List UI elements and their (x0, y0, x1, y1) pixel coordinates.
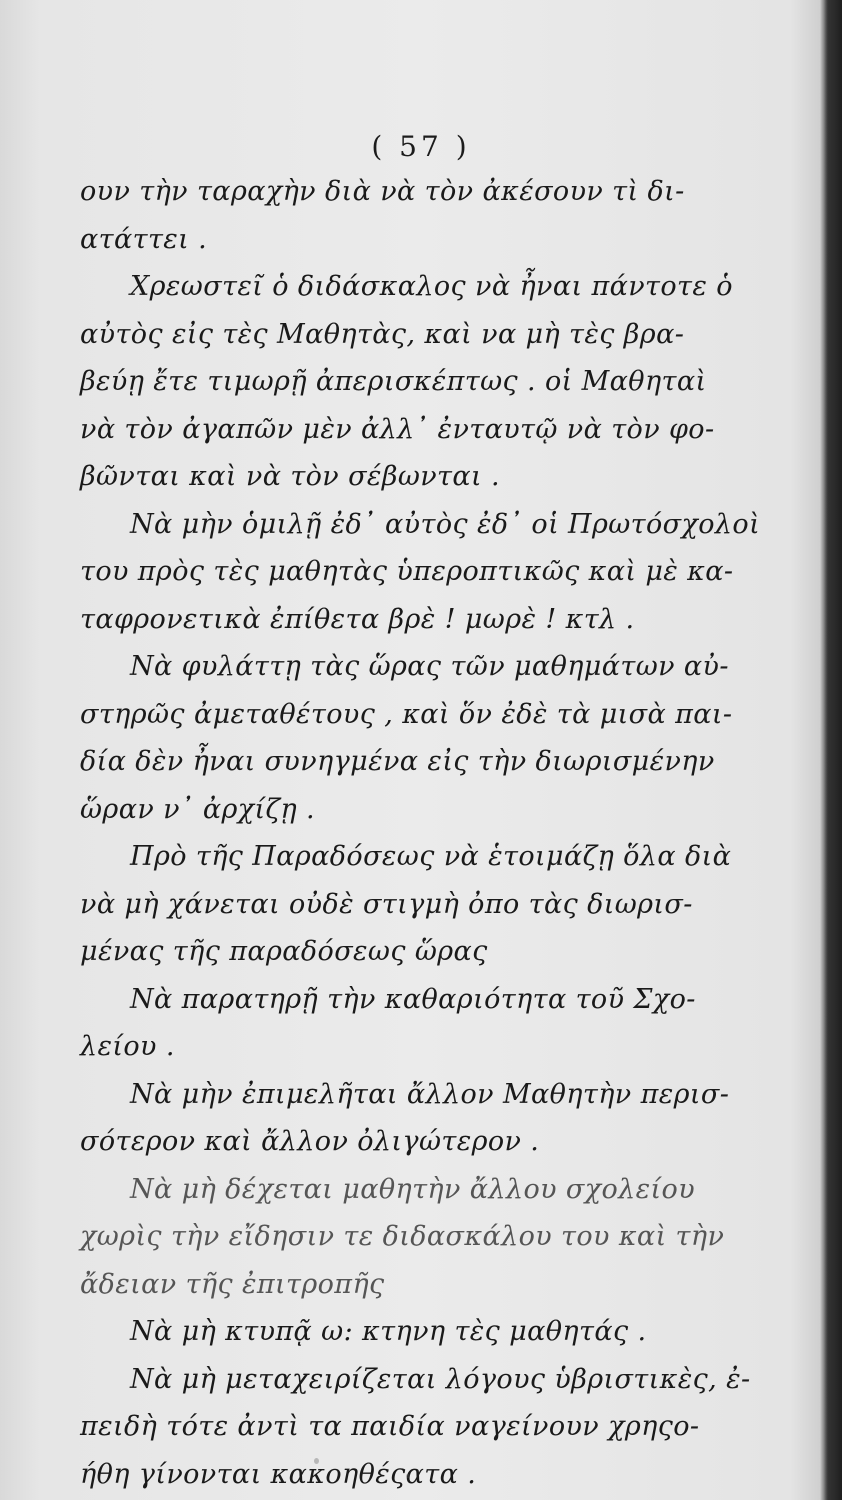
paragraph-5 (80, 833, 770, 976)
paragraph-9 (80, 1308, 770, 1356)
text-line: ατάττει . (80, 223, 208, 255)
paragraph-1 (80, 168, 770, 263)
paper-spot (314, 1458, 319, 1464)
text-line: Νὰ μὴ μεταχειρίζεται λόγους ὑβριστικὲς, ἐ- (130, 1363, 751, 1395)
text-line: του πρὸς τὲς μαθητὰς ὑπεροπτικῶς καὶ μὲ κα- (80, 556, 734, 587)
text-line: ήθη γίνονται κακοηθέςατα . (80, 1458, 477, 1490)
text-line: ὥραν ν᾽ ἀρχίζῃ . (80, 793, 316, 825)
binding-edge-shadow (824, 0, 842, 1500)
paragraph-6 (80, 976, 770, 1071)
paper-spot (406, 1474, 410, 1478)
paragraph-7 (80, 1071, 770, 1166)
text-line: μένας τῆς παραδόσεως ὥρας (80, 936, 488, 967)
text-line: νὰ τὸν ἀγαπῶν μὲν ἀλλ᾽ ἐνταυτῷ νὰ τὸν φο- (80, 413, 715, 445)
text-line: Νὰ μὴ κτυπᾷ ω: κτηνη τὲς μαθητάς . (130, 1316, 647, 1347)
text-line: Νὰ παρατηρῇ τὴν καθαριότητα τοῦ Σχο- (130, 983, 696, 1015)
text-line: δία δὲν ἦναι συνηγμένα εἰς τὴν διωρισμένην (80, 746, 715, 777)
paragraph-10 (80, 1356, 770, 1499)
text-line: ταφρονετικὰ ἐπίθετα βρὲ ! μωρὲ ! κτλ . (80, 603, 635, 635)
text-line: στηρῶς ἀμεταθέτους , καὶ ὅν ἐδὲ τὰ μισὰ παι- (80, 698, 733, 730)
text-line: Χρεωστεῖ ὁ διδάσκαλος νὰ ἦναι πάντοτε ὁ (130, 271, 733, 302)
text-line: λείου . (80, 1031, 175, 1062)
text-line: ἄδειαν τῆς ἐπιτροπῆς (80, 1268, 385, 1300)
page-text (80, 168, 770, 1498)
text-line: σότερον καὶ ἄλλον ὀλιγώτερον . (80, 1126, 540, 1157)
text-line: βεύῃ ἔτε τιμωρῇ ἀπερισκέπτως . οἱ Μαθηταὶ (80, 366, 707, 397)
text-line: Νὰ μὴν ὁμιλῇ ἐδ᾽ αὐτὸς ἐδ᾽ οἱ Πρωτόσχολοὶ (130, 508, 761, 540)
text-line: Νὰ μὴν ἐπιμελῆται ἄλλον Μαθητὴν περισ- (130, 1078, 730, 1110)
text-line: Νὰ μὴ δέχεται μαθητὴν ἄλλου σχολείου (130, 1173, 696, 1205)
text-line: πειδὴ τότε ἀντὶ τα παιδία ναγείνουν χρηςο- (80, 1411, 700, 1442)
paragraph-8 (80, 1166, 770, 1309)
paragraph-2 (80, 263, 770, 501)
text-line: Νὰ φυλάττῃ τὰς ὥρας τῶν μαθημάτων αὐ- (130, 651, 729, 682)
paragraph-3 (80, 501, 770, 644)
text-line: ουν τὴν ταραχὴν διὰ νὰ τὸν ἀκέσουν τὶ δι- (80, 176, 685, 207)
paragraph-4 (80, 643, 770, 833)
text-line: αὐτὸς εἰς τὲς Μαθητὰς, καὶ να μὴ τὲς βρα- (80, 318, 685, 350)
page-number: ( 57 ) (371, 130, 471, 163)
text-line: χωρὶς τὴν εἴδησιν τε διδασκάλου του καὶ τὴν (80, 1221, 725, 1252)
text-line: Πρὸ τῆς Παραδόσεως νὰ ἑτοιμάζῃ ὅλα διὰ (130, 841, 732, 872)
text-line: βῶνται καὶ νὰ τὸν σέβωνται . (80, 461, 500, 492)
text-line: νὰ μὴ χάνεται οὐδὲ στιγμὴ ὀπο τὰς διωρισ- (80, 888, 693, 920)
